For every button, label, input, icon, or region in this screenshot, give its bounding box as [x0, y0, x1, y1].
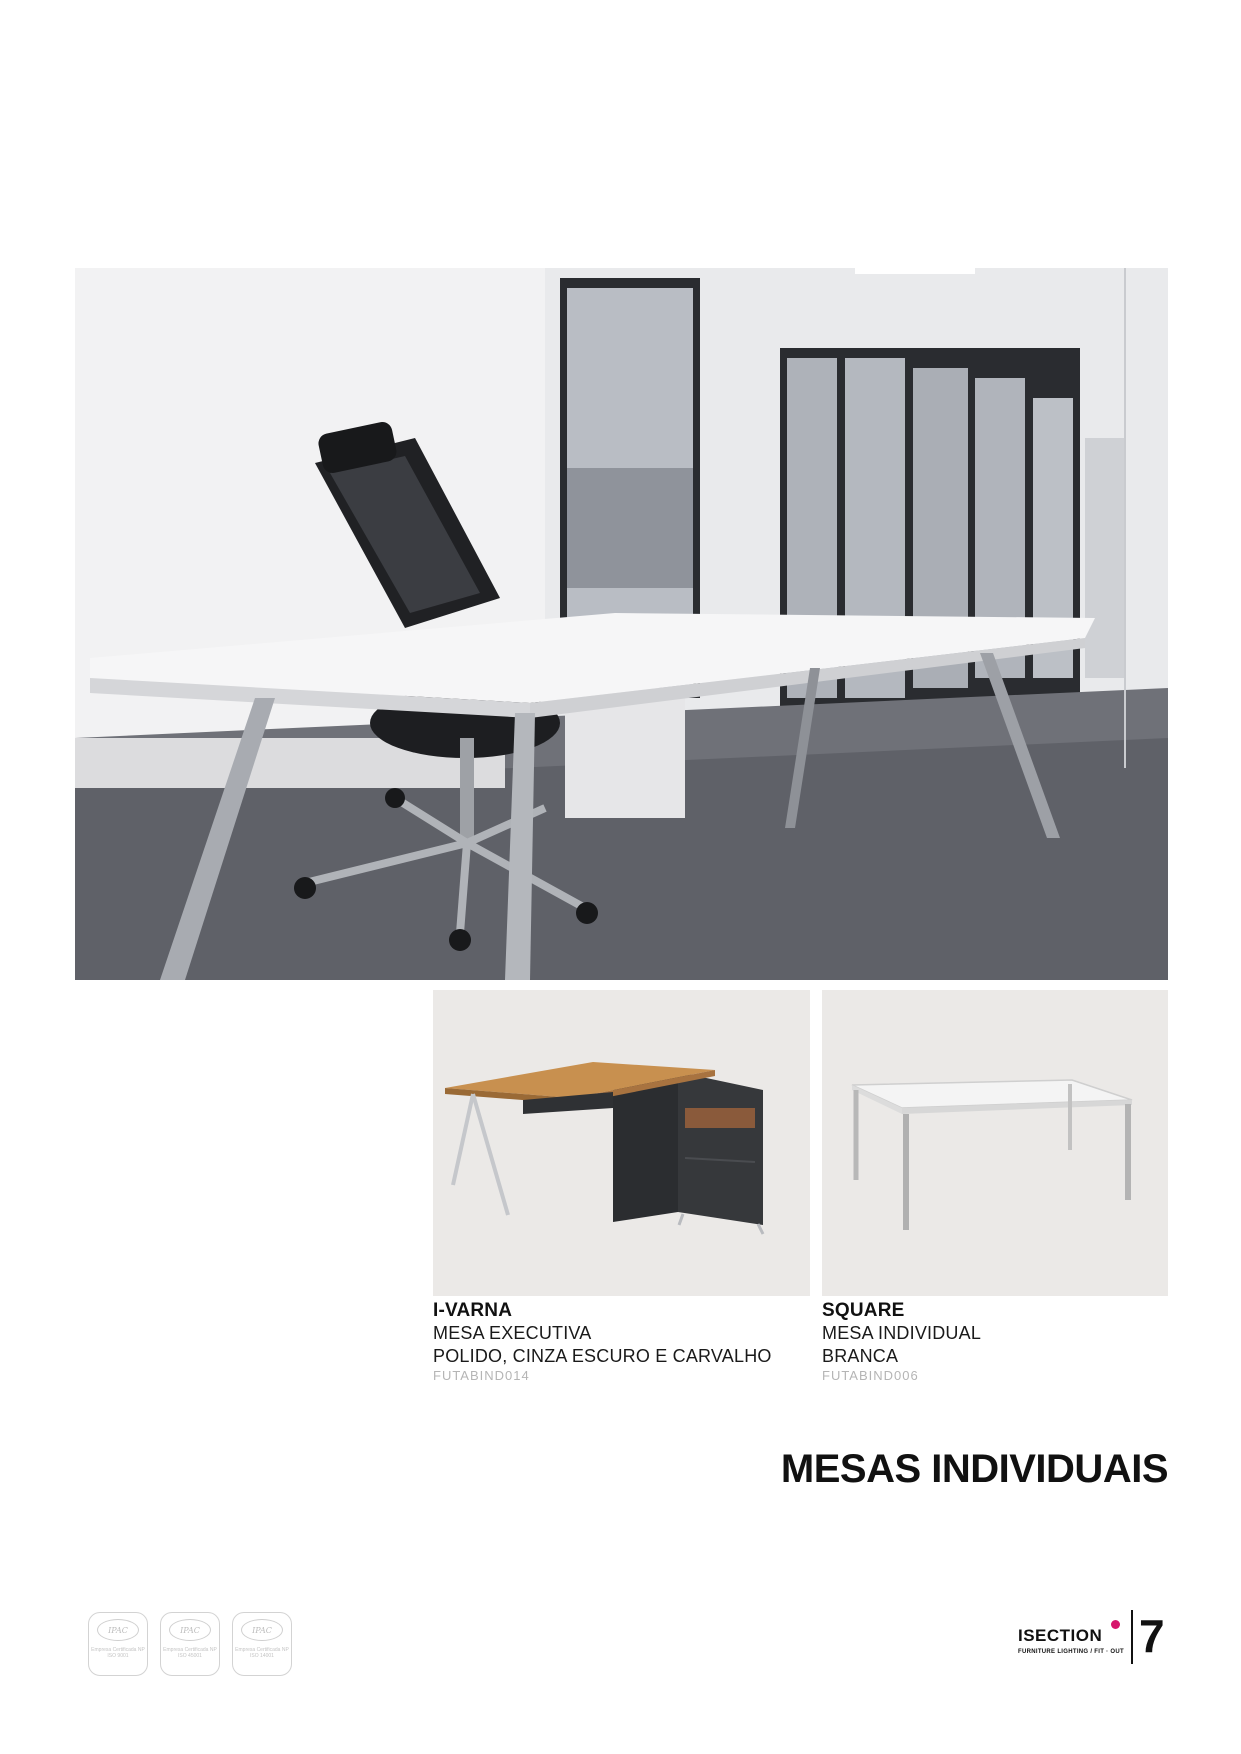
product-name: SQUARE [822, 1300, 905, 1321]
brand-accent-dot-icon [1111, 1620, 1120, 1629]
product-name: I-VARNA [433, 1300, 513, 1321]
divider [1131, 1610, 1133, 1664]
certification-badge [232, 1612, 292, 1676]
ipac-logo: IPAC [241, 1619, 283, 1641]
page-number: 7 [1139, 1610, 1165, 1662]
certification-badge [88, 1612, 148, 1676]
brand-tagline: FURNITURE LIGHTING / FIT · OUT [1018, 1649, 1124, 1655]
product-type: MESA INDIVIDUAL [822, 1323, 982, 1343]
product-code: FUTABIND014 [433, 1368, 530, 1383]
product-caption-square [822, 1299, 981, 1384]
product-caption-i-varna [433, 1299, 772, 1384]
square-desk-illustration [822, 990, 1168, 1296]
office-photo-illustration [75, 268, 1168, 980]
certification-text: Empresa Certificada NP ISO 9001 [91, 1647, 145, 1659]
product-finish: POLIDO, CINZA ESCURO E CARVALHO [433, 1346, 772, 1366]
certification-text: Empresa Certificada NP ISO 14001 [235, 1647, 289, 1659]
product-image-i-varna [433, 990, 810, 1296]
ipac-logo: IPAC [97, 1619, 139, 1641]
product-type: MESA EXECUTIVA [433, 1323, 592, 1343]
brand-logo: ISECTION [1018, 1626, 1103, 1645]
product-image-square [822, 990, 1168, 1296]
certification-text: Empresa Certificada NP ISO 45001 [163, 1647, 217, 1659]
i-varna-desk-illustration [433, 990, 810, 1296]
product-finish: BRANCA [822, 1346, 899, 1366]
product-code: FUTABIND006 [822, 1368, 919, 1383]
certification-badge [160, 1612, 220, 1676]
certification-badges [88, 1612, 292, 1676]
section-title: MESAS INDIVIDUAIS [780, 1447, 1168, 1491]
ipac-logo: IPAC [169, 1619, 211, 1641]
brand-footer [1018, 1608, 1168, 1672]
hero-photo [75, 268, 1168, 980]
